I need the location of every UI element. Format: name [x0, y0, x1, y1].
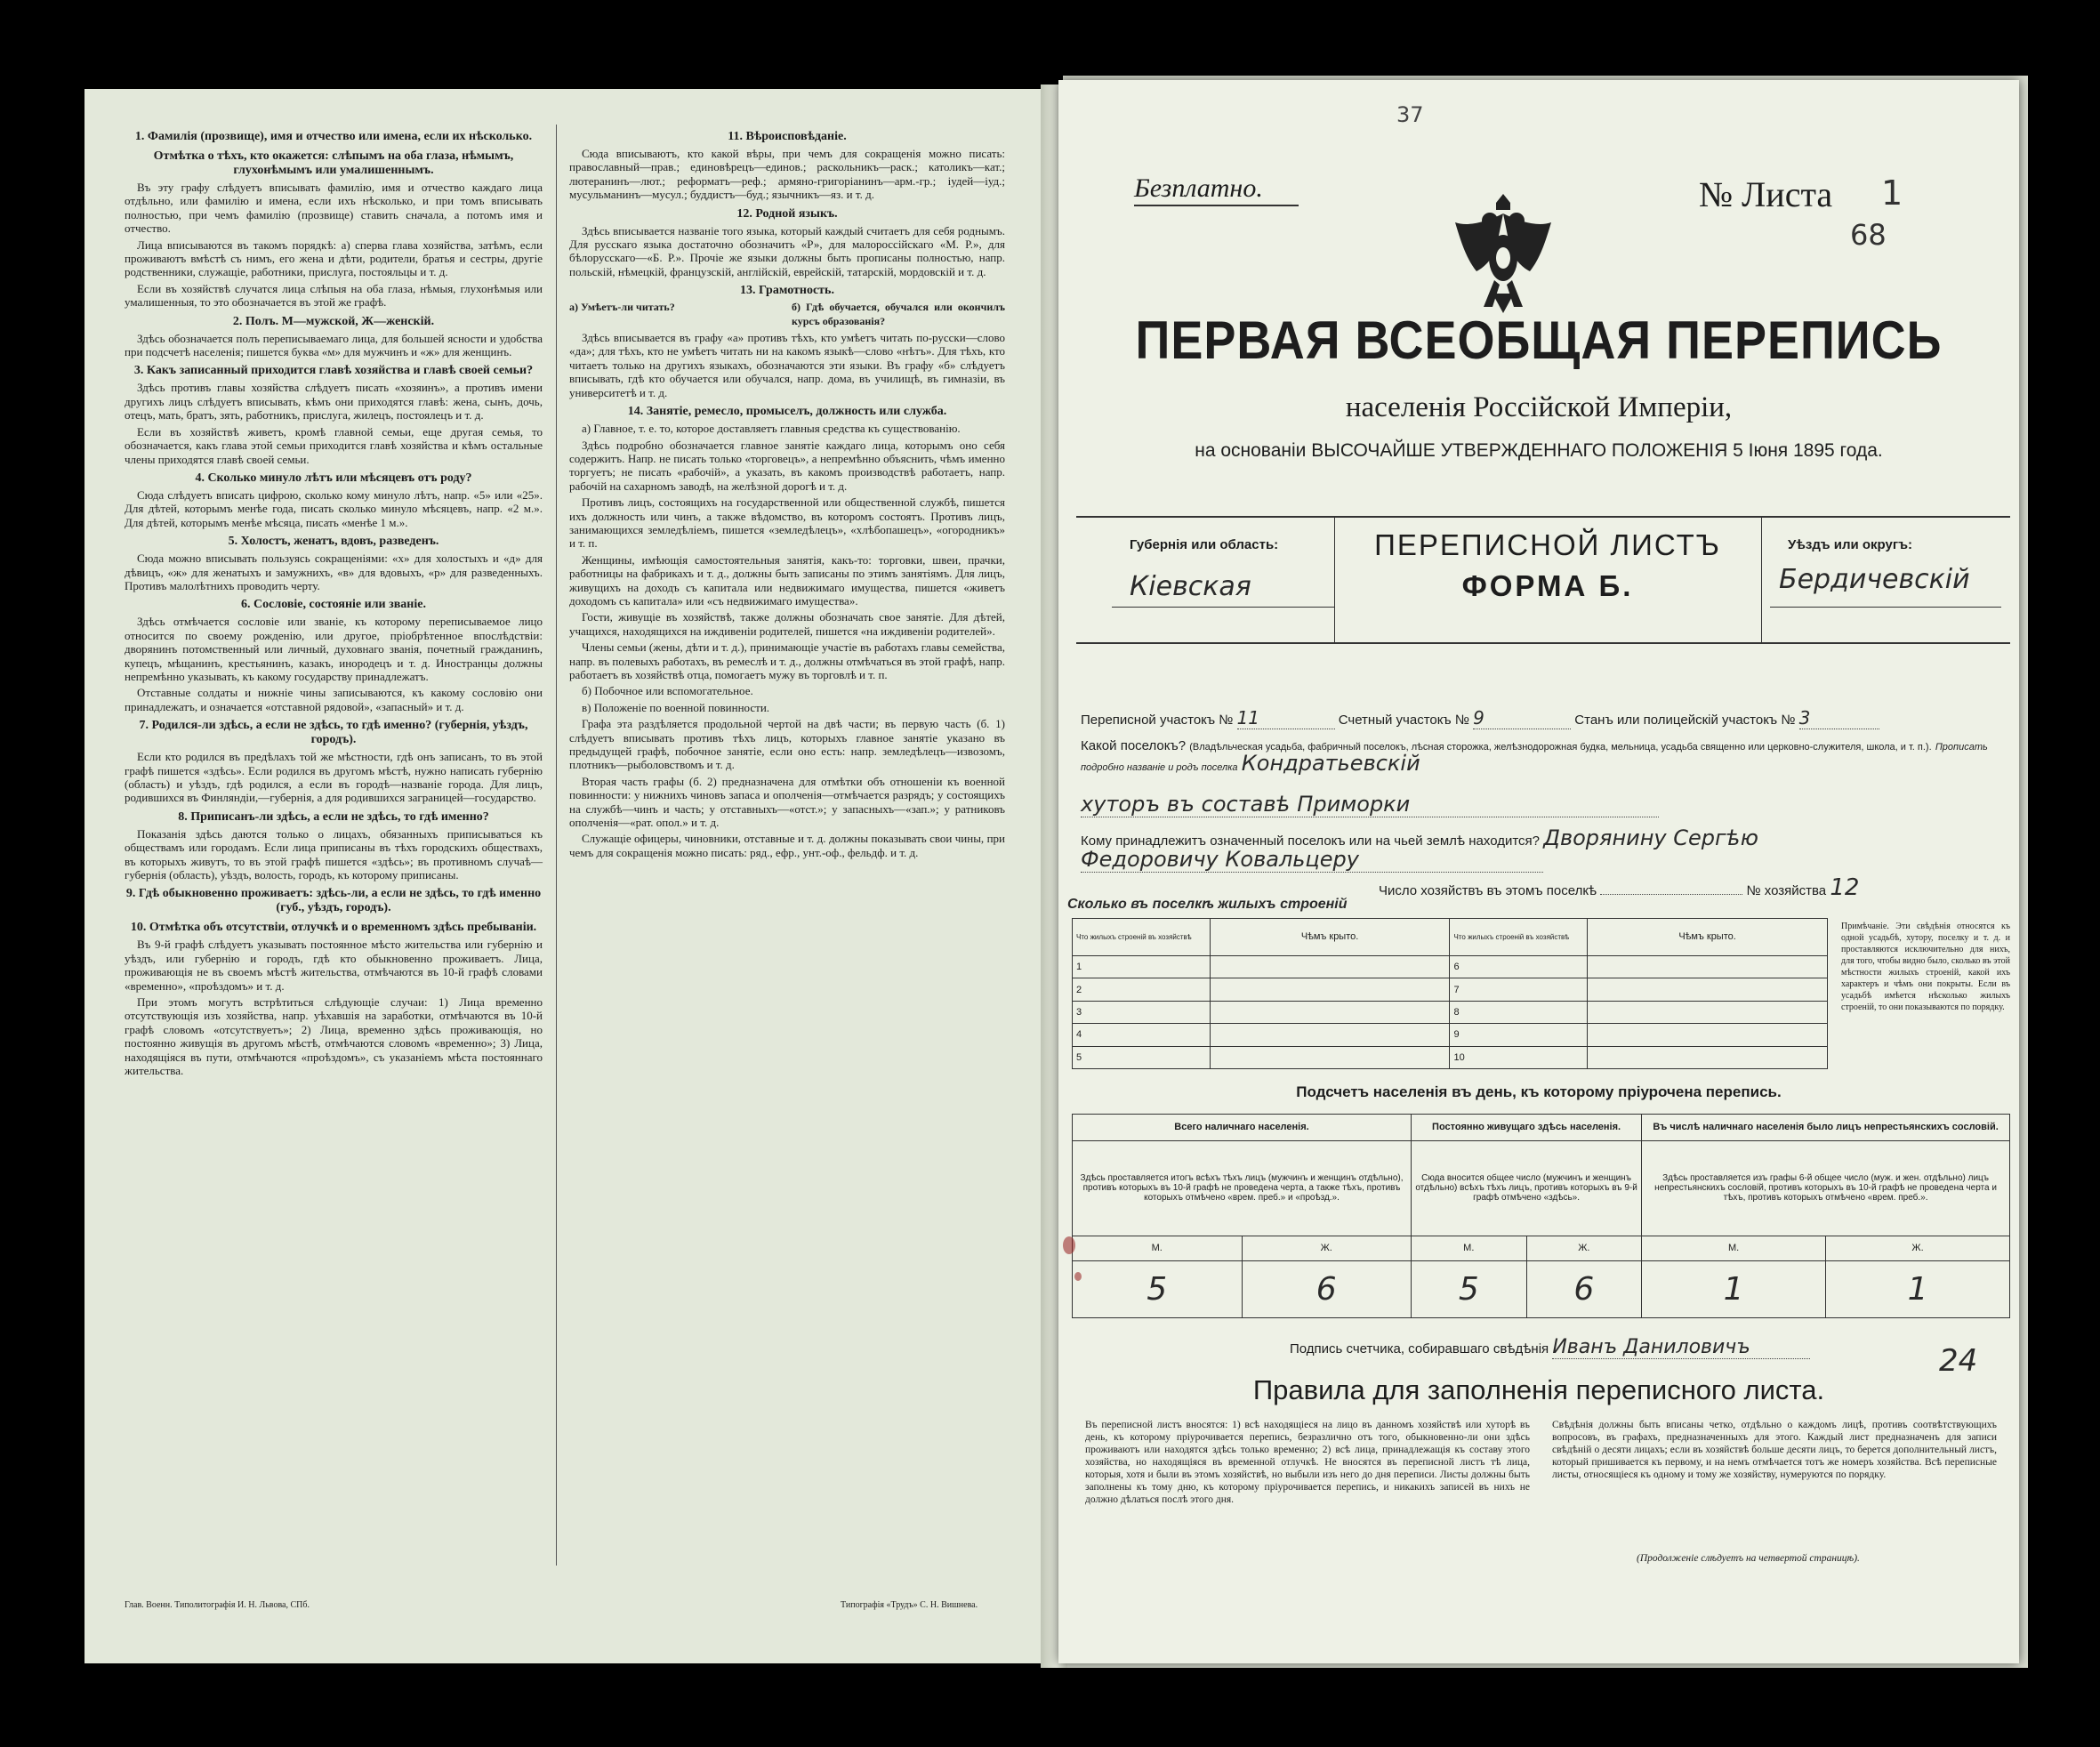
settlement-value-1: Кондратьевскій — [1241, 751, 1420, 776]
decree-line: на основаніи ВЫСОЧАЙШЕ УТВЕРЖДЕННАГО ПОЛОЖЕНІЯ 5 Іюня 1895 года. — [1195, 440, 1883, 461]
census-district-value: 11 — [1237, 707, 1335, 729]
free-underline — [1134, 205, 1299, 206]
households-value — [1600, 894, 1742, 895]
instruction-heading: 13. Грамотность. — [740, 284, 834, 298]
gubernia-label: Губернія или область: — [1130, 537, 1279, 552]
counter-signature-line: Подпись счетчика, собиравшаго свѣдѣнія Иванъ Даниловичъ — [1290, 1336, 1810, 1359]
instruction-paragraph: Въ 9-й графѣ слѣдуетъ указывать постоянное мѣсто жительства или губернію и уѣздъ, или губернію и городъ, гдѣ кто обыкновенно проживаетъ. Лица, проживающія не въ своемъ мѣстѣ жительства, отмѣчаются въ 10-й графѣ словами «временно», «проѣздомъ» и т. д. — [125, 938, 543, 993]
instruction-paragraph: Графа эта раздѣляется продольной чертой на двѣ части; въ первую часть (б. 1) слѣдуетъ вписывать противъ тѣхъ лицъ, которыхъ главное занятіе указано въ предыдущей графѣ, побочное занятіе, если оно есть: напр. земледѣлецъ—извозомъ, плотникъ—рыболовствомъ и т. д. — [569, 717, 1005, 772]
form-subtitle: ФОРМА Б. — [1461, 569, 1634, 602]
sheet-number-label: № Листа — [1699, 174, 1833, 214]
instruction-paragraph: Если въ хозяйствѣ живетъ, кромѣ главной семьи, еще другая семья, то обозначается, какъ глава этой семьи приходится главѣ хозяйства и кѣмъ остальные члены приходятся главѣ своей семьи. — [125, 424, 543, 466]
buildings-table: Что жилыхъ строеній въ хозяйствѣ Чѣмъ крыто. Что жилыхъ строеній въ хозяйствѣ Чѣмъ крыто. 1 6 2 7 3 8 4 9 5 10 — [1072, 918, 1828, 1069]
instruction-heading: 4. Сколько минуло лѣтъ или мѣсяцевъ отъ роду? — [195, 471, 472, 485]
population-value: 1 — [1642, 1260, 1826, 1317]
camp-value: 3 — [1799, 707, 1879, 729]
instruction-paragraph: Сюда вписываютъ, кто какой вѣры, при чемъ для сокращенія можно писать: православный—прав.; единовѣрецъ—единов.; раскольникъ—раск.; католикъ—кат.; лютеранинъ—лют.; реформатъ—реф.; армяно-григоріанинъ—арм.-гр.; іудей—іуд.; мусульманинъ—мусул.; буддистъ—буд.; язычникъ—яз. и т. д. — [569, 147, 1005, 202]
settlement-value-2: хуторъ въ составѣ Приморки — [1081, 792, 1659, 817]
instruction-heading: 7. Родился-ли здѣсь, а если не здѣсь, то гдѣ именно? (губернія, уѣздъ, городъ). — [139, 719, 528, 747]
instructions-column-2 — [569, 125, 1005, 862]
rules-footer: (Продолженіе слѣдуетъ на четвертой страницѣ). — [1637, 1553, 1860, 1564]
instruction-paragraph: Здѣсь вписывается въ графу «а» противъ тѣхъ, кто умѣетъ читать по-русски—слово «да»; для тѣхъ, кто не умѣетъ читать ни на какомъ языкѣ—слово «нѣтъ». Для тѣхъ, кто читаетъ только на другихъ языкахъ, обозначаются эти языки. Въ графу «б» слѣдуетъ вписывать, гдѣ кто обучается или обучался, напр. дома, въ училищѣ, въ гимназіи, въ университетѣ и т. д. — [569, 331, 1005, 399]
population-column-head: Всего наличнаго населенія. — [1073, 1115, 1412, 1141]
population-column-desc: Здѣсь проставляется итогъ всѣхъ тѣхъ лицъ (мужчинъ и женщинъ отдѣльно), противъ которыхъ въ 10-й графѣ не проведена черта, а также тѣхъ, противъ которыхъ отмѣчено «врем. преб.» и «проѣзд.». — [1073, 1140, 1412, 1236]
counting-district-value: 9 — [1473, 707, 1571, 729]
owner-line: Кому принадлежитъ означенный поселокъ или на чьей землѣ находится? Дворянину Сергѣю — [1081, 825, 1758, 850]
instruction-paragraph: Показанія здѣсь даются только о лицахъ, обязанныхъ приписываться къ обществамъ или городамъ. Если лица приписаны въ тѣхъ городскихъ обществахъ, въ которыхъ живутъ, то въ этой графѣ пишется «здѣсь»; въ противномъ случаѣ—губернія (область), уѣздъ, волость, городъ, къ которому приписаны. — [125, 826, 543, 882]
population-column-head: Въ числѣ наличнаго населенія было лицъ непрестьянскихъ сословій. — [1642, 1115, 2010, 1141]
left-page — [84, 89, 1050, 1663]
rules-title: Правила для заполненія переписного листа. — [1252, 1374, 1825, 1405]
population-value: 5 — [1073, 1260, 1243, 1317]
instruction-paragraph: Здѣсь обозначается полъ переписываемаго лица, для большей ясности и удобства при подсчетѣ населенія; пишется буква «м» для мужчинъ и «ж» для женщинъ. — [125, 331, 543, 359]
instruction-paragraph: б) Побочное или вспомогательное. — [582, 684, 753, 698]
page-subtitle: населенія Россійской Имперіи, — [1345, 391, 1733, 423]
instruction-heading: 2. Полъ. М—мужской, Ж—женскій. — [232, 314, 435, 328]
household-number-value: 12 — [1830, 874, 1860, 901]
instruction-paragraph: Сюда можно вписывать пользуясь сокращеніями: «х» для холостыхъ и «д» для дѣвицъ, «ж» для женатыхъ и замужнихъ, «в» для вдовыхъ, «р» для разведенныхъ. Противъ малолѣтнихъ проводить черту. — [125, 551, 543, 592]
uezd-value: Бердичевскій — [1779, 564, 1970, 595]
instruction-paragraph: Если въ хозяйствѣ случатся лица слѣпыя на оба глаза, нѣмыя, глухонѣмыя или умалишенныя, то это обозначается въ этой же графѣ. — [125, 281, 543, 310]
settlement-line: Какой поселокъ? (Владѣльческая усадьба, фабричный поселокъ, лѣсная сторожка, желѣзнодорожная будка, мельница, усадьба священно или церковно-служителя, школа, и т. п.). Прописать подробно названіе и родъ поселка Кондратьевскій — [1081, 738, 1988, 776]
buildings-row: 1 6 — [1073, 955, 1828, 978]
owner-value-1: Дворянину Сергѣю — [1543, 825, 1758, 850]
buildings-note: Примѣчаніе. Эти свѣдѣнія относятся къ одной усадьбѣ, хутору, поселку и т. д. и проставляются исключительно для нихъ, для того, чтобы видно было, сколько въ этой мѣстности жилыхъ строеній, какой ихъ характеръ и чѣмъ они покрыты. Если въ усадьбѣ имѣется нѣсколько жилыхъ строеній, то они показываются по порядку. — [1841, 922, 2010, 1012]
buildings-row: 4 9 — [1073, 1024, 1828, 1046]
population-value: 5 — [1412, 1260, 1527, 1317]
gubernia-value: Кіевская — [1130, 571, 1251, 602]
instruction-paragraph: Вторая часть графы (б. 2) предназначена для отмѣтки объ отношеніи къ военной повинности: у нижнихъ чиновъ запаса и ополченія—отмѣчается разрядъ; у состоящихъ на службѣ—чинъ и часть; у отставныхъ—«отст.»; у запасныхъ—«зап.»; у ратниковъ ополченія—«рат. опол.» и т. д. — [569, 774, 1005, 830]
population-column-desc: Здѣсь проставляется изъ графы 6-й общее число (муж. и жен. отдѣльно) лицъ непрестьянскихъ сословій, противъ которыхъ въ 10-й графѣ не проведена черта и тѣхъ, противъ которыхъ отмѣчено «врем. преб.». — [1642, 1140, 2010, 1236]
instruction-heading: 6. Сословіе, состояніе или званіе. — [241, 598, 426, 612]
instruction-heading: 10. Отмѣтка объ отсутствіи, отлучкѣ и о временномъ здѣсь пребываніи. — [130, 921, 537, 935]
free-label: Безплатно. — [1134, 173, 1263, 203]
population-count-title: Подсчетъ населенія въ день, къ которому пріурочена перепись. — [1296, 1083, 1782, 1100]
imperial-eagle-crest-icon — [1450, 187, 1557, 320]
uezd-label: Уѣздъ или округъ: — [1788, 537, 1913, 552]
instruction-heading: 14. Занятіе, ремесло, промыселъ, должность или служба. — [627, 405, 947, 419]
instruction-heading: 8. Приписанъ-ли здѣсь, а если не здѣсь, то гдѣ именно? — [178, 809, 489, 824]
instruction-paragraph: Здѣсь вписывается названіе того языка, который каждый считаетъ для себя роднымъ. Для русскаго языка достаточно обозначить «Р», для малороссійскаго «М. Р.», для бѣлорусскаго—«Б. Р.». Прочіе же языки должны быть прописаны полностью, напр. польскій, нѣмецкій, французскій, англійскій, еврейскій, татарскій, мордовскій и т. д. — [569, 223, 1005, 278]
instruction-paragraph: а) Главное, т. е. то, которое доставляетъ главныя средства къ существованію. — [582, 422, 961, 436]
top-handwritten-mark: 37 — [1396, 102, 1424, 127]
population-column-head: Постоянно живущаго здѣсь населенія. — [1412, 1115, 1642, 1141]
right-page — [1058, 80, 2019, 1663]
buildings-row: 3 8 — [1073, 1001, 1828, 1023]
instruction-subheading: а) Умѣетъ-ли читать? б) Гдѣ обучается, обучался или окончилъ курсъ образованія? — [569, 301, 1005, 327]
sheet-number-value-2: 68 — [1850, 218, 1887, 252]
printer-note-right: Типографія «Трудъ» С. Н. Вишнева. — [841, 1600, 978, 1610]
instruction-heading: 3. Какъ записанный приходится главѣ хозяйства и главѣ своей семьи? — [133, 364, 534, 378]
instruction-paragraph: Здѣсь противъ главы хозяйства слѣдуетъ писать «хозяинъ», а противъ имени другихъ лицъ слѣдуетъ вписывать, кѣмъ они приходятся главѣ: жена, сынъ, дочь, отецъ, мать, братъ, зять, работникъ, прислуга, жилецъ, постоялецъ и т. д. — [125, 381, 543, 423]
rules-left-column: Въ переписной листъ вносятся: 1) всѣ находящіеся на лицо въ данномъ хозяйствѣ или хуторѣ въ день, къ которому пріурочивается перепись, безразлично отъ того, обыкновенно-ли они здѣсь проживаютъ или находятся здѣсь только временно; 2) всѣ лица, принадлежащія къ составу этого хозяйства, но находящіяся въ временной отлучкѣ. Не вносятся въ переписной листъ тѣ лица, которыя, хотя и были въ этомъ хозяйствѣ, но выбыли изъ него до дня переписи. Листы должны быть заполнены къ тому дню, къ которому пріурочивается перепись, и никакихъ записей въ нихъ не должно дѣлаться послѣ этого дня. — [1085, 1420, 1530, 1505]
population-value: 6 — [1242, 1260, 1412, 1317]
population-value: 1 — [1826, 1260, 2010, 1317]
instruction-heading: 11. Вѣроисповѣданіе. — [728, 130, 847, 143]
instruction-paragraph: Служащіе офицеры, чиновники, отставные и т. д. должны показывать свои чины, при чемъ для сокращенія можно писать: ряд., ефр., унт.-оф., фельдф. и т. д. — [569, 832, 1005, 859]
instruction-paragraph: в) Положеніе по военной повинности. — [582, 700, 770, 714]
instruction-heading: Отмѣтка о тѣхъ, кто окажется: слѣпымъ на оба глаза, нѣмымъ, глухонѣмымъ или умалишеннымъ. — [153, 149, 514, 177]
page-title: ПЕРВАЯ ВСЕОБЩАЯ ПЕРЕПИСЬ — [1135, 310, 1943, 371]
instruction-heading: 5. Холостъ, женатъ, вдовъ, разведенъ. — [228, 535, 439, 549]
owner-value-2: Федоровичу Ковальцеру — [1081, 847, 1543, 873]
instruction-paragraph: Здѣсь отмѣчается сословіе или званіе, къ которому переписываемое лицо относится по своему рожденію, или другое, пріобрѣтенное впослѣдствіи: дворянинъ потомственный или личный, духовнаго званія, почетный гражданинъ, купецъ, мѣщанинъ, крестьянинъ, казакъ, инородецъ и т. д. Иностранцы должны непремѣнно указывать, къ какому государству принадлежатъ. — [125, 615, 543, 683]
population-column-desc: Сюда вносится общее число (мужчинъ и женщинъ отдѣльно) всѣхъ тѣхъ лицъ, противъ которыхъ въ 9-й графѣ отмѣчено «здѣсь». — [1412, 1140, 1642, 1236]
instruction-paragraph: Члены семьи (жены, дѣти и т. д.), принимающіе участіе въ работахъ главы семейства, напр. въ полевыхъ работахъ, въ ремеслѣ и т. д., должны отмѣчаться въ этой графѣ, напр. работаетъ въ хозяйствѣ отца, помогаетъ мужу въ торговлѣ и т. п. — [569, 640, 1005, 681]
instruction-paragraph: Въ эту графу слѣдуетъ вписывать фамилію, имя и отчество каждаго лица отдѣльно, или фамилію и имена, если ихъ нѣсколько, и при томъ вписывать полностью, при чемъ фамилію (прозвище) ставить сначала, а потомъ имя и отчество. — [125, 181, 543, 236]
red-ink-stain — [1063, 1236, 1075, 1254]
rules-right-column: Свѣдѣнія должны быть вписаны четко, отдѣльно о каждомъ лицѣ, противъ соотвѣтствующихъ вопросовъ, въ графахъ, предназначенныхъ для этого. Каждый лист предназначенъ для записи свѣдѣній о десяти лицахъ; если въ хозяйствѣ больше десяти лицъ, то берется дополнительный листъ, который пришивается къ первому, и на немъ отмѣчается тотъ же номеръ хозяйства. Всѣ переписные листы, относящіеся къ одному и тому же хозяйству, нумеруются по порядку. — [1552, 1420, 1997, 1480]
population-table: Всего наличнаго населенія. Постоянно живущаго здѣсь населенія. Въ числѣ наличнаго населенія было лицъ непрестьянскихъ сословій. Здѣсь проставляется итогъ всѣхъ тѣхъ лицъ (мужчинъ и женщинъ отдѣльно), противъ которыхъ въ 10-й графѣ не проведена черта, а также тѣхъ, противъ которыхъ отмѣчено «врем. преб.» и «проѣзд.». Сюда вносится общее число (мужчинъ и женщинъ отдѣльно) всѣхъ тѣхъ лицъ, противъ которыхъ въ 9-й графѣ отмѣчено «здѣсь». Здѣсь проставляется изъ графы 6-й общее число (муж. и жен. отдѣльно) лицъ непрестьянскихъ сословій, противъ которыхъ въ 10-й графѣ не проведена черта и тѣхъ, противъ которыхъ отмѣчено «врем. преб.». М. Ж. М. Ж. М. Ж. 5 6 5 6 1 1 — [1072, 1114, 2010, 1318]
form-header-box — [1076, 516, 2010, 644]
population-value: 6 — [1526, 1260, 1642, 1317]
printer-note-left: Глав. Военн. Типолитографія И. Н. Львова, СПб. — [125, 1600, 310, 1610]
column-divider — [556, 125, 557, 1566]
instruction-paragraph: Гости, живущіе въ хозяйствѣ, также должны обозначать свое занятіе. Для дѣтей, учащихся, находящихся на иждивеніи родителей, пишется «на иждивеніи родителей». — [569, 610, 1005, 638]
buildings-label: Сколько въ поселкѣ жилыхъ строеній — [1067, 897, 1348, 912]
instruction-paragraph: Сюда слѣдуетъ вписать цифрою, сколько кому минуло лѣтъ, напр. «5» или «25». Для дѣтей, которымъ менѣе года, писать сколько минуло мѣсяцевъ, напр. «2 м.». Для дѣтей, которымъ менѣе мѣсяца, писать «менѣе 1 м.». — [125, 487, 543, 529]
instruction-heading: 12. Родной языкъ. — [736, 206, 838, 221]
instruction-heading: 9. Гдѣ обыкновенно проживаетъ: здѣсь-ли, а если не здѣсь, то гдѣ именно (губ., уѣздъ, городъ). — [125, 887, 542, 915]
buildings-row: 5 10 — [1073, 1046, 1828, 1068]
instruction-paragraph: Отставные солдаты и нижніе чины записываются, къ какому сословію они принадлежатъ, и означается «отставной рядовой», «запасный» и т. д. — [125, 686, 543, 713]
instruction-paragraph: Здѣсь подробно обозначается главное занятіе каждаго лица, которымъ оно себя содержитъ. Напр. не писать только «торговецъ», а непремѣнно объяснить, чѣмъ именно торгуетъ; не писать «рабочій», а указать, въ какомъ производствѣ работаетъ, напр. рабочій на сахарномъ заводѣ, на желѣзной дорогѣ и т. д. — [569, 438, 1005, 493]
district-line: Переписной участокъ № 11 Счетный участокъ № 9 Станъ или полицейскій участокъ № 3 — [1081, 707, 2006, 729]
instruction-paragraph: Женщины, имѣющія самостоятельныя занятія, какъ-то: торговки, швеи, прачки, работницы на фабрикахъ и т. д., должны быть записаны по этимъ занятіямъ. Для лицъ, живущихъ на доходъ съ капитала или недвижимаго имущества, пишется «живетъ доходомъ съ капитала» или «съ недвижимаго имущества». — [569, 552, 1005, 608]
households-line: Число хозяйствъ въ этомъ поселкѣ № хозяйства 12 — [1379, 874, 1860, 901]
buildings-row: 2 7 — [1073, 978, 1828, 1001]
instructions-column-1 — [125, 125, 543, 1081]
instruction-paragraph: Если кто родился въ предѣлахъ той же мѣстности, гдѣ онъ записанъ, то въ этой графѣ пишется «здѣсь». Если родился въ другомъ мѣстѣ, нужно написать губернію (область) и уѣздъ, гдѣ родился, а если въ городѣ—названіе города. Для лицъ, родившихся въ Финляндіи,—губернія, а для родившихся заграницей—государство. — [125, 750, 543, 805]
instruction-paragraph: Лица вписываются въ такомъ порядкѣ: а) сперва глава хозяйства, затѣмъ, если проживаютъ вмѣстѣ съ нимъ, его жена и дѣти, родители, братья и сестры, другіе родственники, служащіе, работники, прислуга, постояльцы и т. д. — [125, 237, 543, 279]
counter-signature-value: Иванъ Даниловичъ — [1552, 1336, 1810, 1359]
instruction-heading: 1. Фамилія (прозвище), имя и отчество или имена, если их нѣсколько. — [134, 130, 533, 143]
form-title: ПЕРЕПИСНОЙ ЛИСТЪ — [1374, 528, 1721, 561]
side-handwritten-mark: 24 — [1939, 1343, 1978, 1379]
sheet-number-value: 1 — [1881, 173, 1903, 213]
instruction-paragraph: Противъ лицъ, состоящихъ на государственной или общественной службѣ, пишется ихъ должность или чинъ, а также вѣдомство, въ которомъ состоятъ. Противъ лицъ, занимающихся земледѣліемъ, пишется «земледѣлецъ», «хлѣбопашецъ», «огородникъ» и т. п. — [569, 495, 1005, 551]
instruction-paragraph: При этомъ могутъ встрѣтиться слѣдующіе случаи: 1) Лица временно отсутствующія изъ хозяйства, напр. уѣхавшія на заработки, отмѣчаются въ 10-й графѣ словомъ «отсутствуетъ»; 2) Лица, временно здѣсь проживающія, но постоянно живущія въ другомъ мѣстѣ, отмѣчаются словомъ «временно»; 3) Лица, находящіяся въ пути, отмѣчаются «проѣздомъ», съ указаніемъ мѣста постояннаго жительства. — [125, 995, 543, 1078]
